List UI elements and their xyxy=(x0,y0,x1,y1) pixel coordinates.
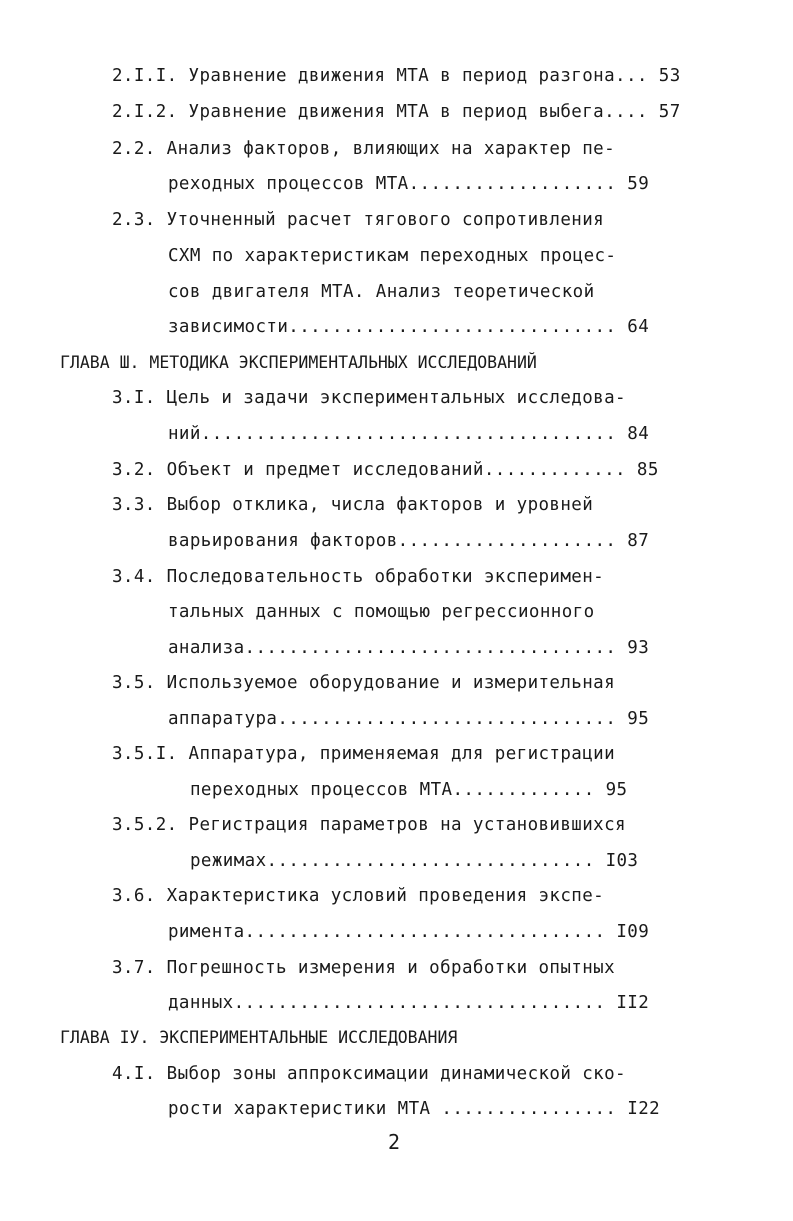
toc-entry-2-3-cont: зависимости.............................. 64 xyxy=(168,317,650,337)
toc-entry-3-5-2-cont: режимах.............................. I03 xyxy=(190,851,639,871)
toc-entry-2-3-cont: сов двигателя МТА. Анализ теоретической xyxy=(168,282,595,302)
toc-entry-3-5-cont: аппаратура............................... 95 xyxy=(168,709,650,729)
toc-entry-4-1-cont: рости характеристики МТА ................ I22 xyxy=(168,1099,661,1119)
toc-entry-3-3: 3.3. Выбор отклика, числа факторов и уровней xyxy=(112,495,594,515)
toc-entry-3-5-1-cont: переходных процессов МТА............. 95 xyxy=(190,780,628,800)
toc-entry-3-3-cont: варьирования факторов.................... 87 xyxy=(168,531,650,551)
toc-entry-3-5-1: 3.5.I. Аппаратура, применяемая для регистрации xyxy=(112,744,616,764)
toc-entry-2-2-cont: реходных процессов МТА................... 59 xyxy=(168,174,650,194)
toc-entry-3-4-cont: анализа.................................. 93 xyxy=(168,638,650,658)
toc-entry-2-1-2: 2.I.2. Уравнение движения МТА в период выбега.... 57 xyxy=(112,102,681,122)
toc-entry-3-5: 3.5. Используемое оборудование и измерительная xyxy=(112,673,616,693)
toc-entry-3-5-2: 3.5.2. Регистрация параметров на установившихся xyxy=(112,815,626,835)
toc-entry-3-6: 3.6. Характеристика условий проведения экспе- xyxy=(112,886,605,906)
toc-entry-3-1: 3.I. Цель и задачи экспериментальных исследова- xyxy=(112,388,626,408)
toc-entry-3-6-cont: римента................................. I09 xyxy=(168,922,650,942)
toc-entry-3-7-cont: данных.................................. II2 xyxy=(168,993,650,1013)
toc-entry-2-3: 2.3. Уточненный расчет тягового сопротивления xyxy=(112,210,605,230)
chapter-3-heading: ГЛАВА Ш. МЕТОДИКА ЭКСПЕРИМЕНТАЛЬНЫХ ИССЛЕДОВАНИЙ xyxy=(60,353,537,372)
toc-entry-3-7: 3.7. Погрешность измерения и обработки опытных xyxy=(112,958,616,978)
toc-entry-2-3-cont: СХМ по характеристикам переходных процес- xyxy=(168,246,617,266)
toc-entry-3-1-cont: ний...................................... 84 xyxy=(168,424,650,444)
toc-entry-3-2: 3.2. Объект и предмет исследований............. 85 xyxy=(112,460,659,480)
toc-entry-2-1-1: 2.I.I. Уравнение движения МТА в период разгона... 53 xyxy=(112,66,681,86)
toc-entry-3-4-cont: тальных данных с помощью регрессионного xyxy=(168,602,595,622)
toc-entry-4-1: 4.I. Выбор зоны аппроксимации динамической ско- xyxy=(112,1064,626,1084)
toc-entry-3-4: 3.4. Последовательность обработки эксперимен- xyxy=(112,567,605,587)
page-number: 2 xyxy=(388,1130,401,1154)
toc-entry-2-2: 2.2. Анализ факторов, влияющих на характер пе- xyxy=(112,139,616,159)
chapter-4-heading: ГЛАВА IУ. ЭКСПЕРИМЕНТАЛЬНЫЕ ИССЛЕДОВАНИЯ xyxy=(60,1028,458,1047)
